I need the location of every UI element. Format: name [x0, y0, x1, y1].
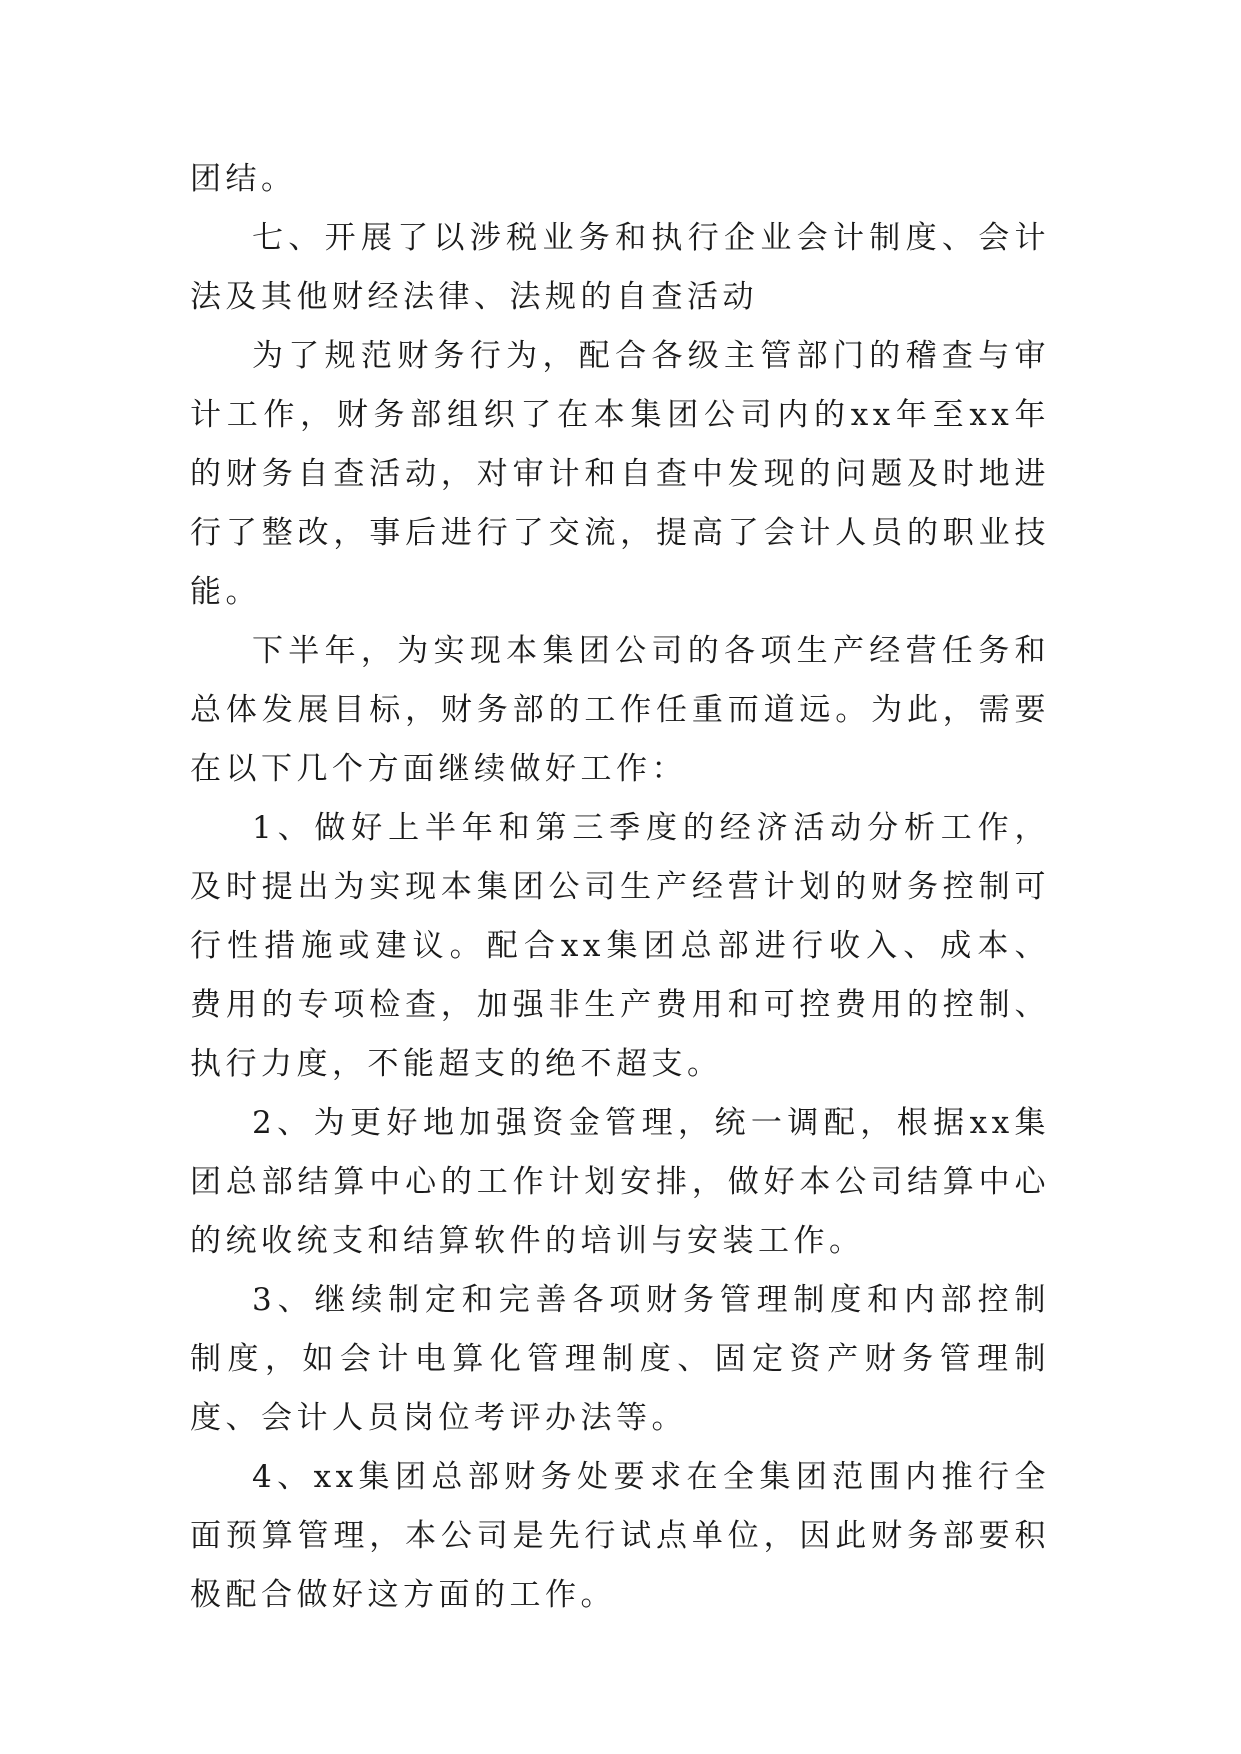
paragraph-item-2: 2、为更好地加强资金管理，统一调配，根据xx集团总部结算中心的工作计划安排，做好本公司结算中心的统收统支和结算软件的培训与安装工作。	[190, 1105, 1050, 1259]
paragraph-item-3: 3、继续制定和完善各项财务管理制度和内部控制制度，如会计电算化管理制度、固定资产财务管理制度、会计人员岗位考评办法等。	[190, 1282, 1050, 1436]
paragraph-self-inspection: 为了规范财务行为，配合各级主管部门的稽查与审计工作，财务部组织了在本集团公司内的xx年至xx年的财务自查活动，对审计和自查中发现的问题及时地进行了整改，事后进行了交流，提高了会计人员的职业技能。	[190, 338, 1050, 610]
document-body	[190, 150, 1050, 1625]
paragraph-item-1: 1、做好上半年和第三季度的经济活动分析工作，及时提出为实现本集团公司生产经营计划的财务控制可行性措施或建议。配合xx集团总部进行收入、成本、费用的专项检查，加强非生产费用和可控费用的控制、执行力度，不能超支的绝不超支。	[190, 810, 1050, 1082]
paragraph-item-4: 4、xx集团总部财务处要求在全集团范围内推行全面预算管理，本公司是先行试点单位，因此财务部要积极配合做好这方面的工作。	[190, 1459, 1050, 1613]
paragraph-second-half-intro: 下半年，为实现本集团公司的各项生产经营任务和总体发展目标，财务部的工作任重而道远。为此，需要在以下几个方面继续做好工作：	[190, 633, 1050, 787]
paragraph-continuation: 团结。	[190, 161, 297, 197]
paragraph-section-seven-heading: 七、开展了以涉税业务和执行企业会计制度、会计法及其他财经法律、法规的自查活动	[190, 220, 1050, 315]
